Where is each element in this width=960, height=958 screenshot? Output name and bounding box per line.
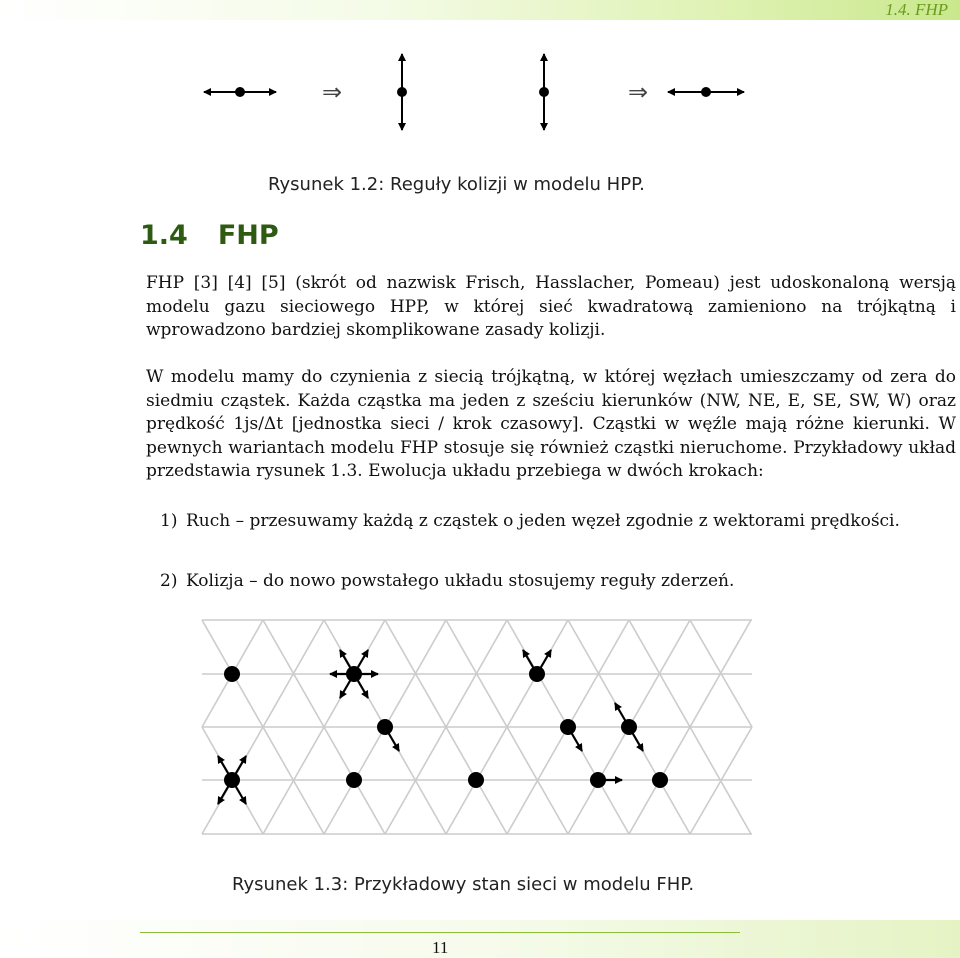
list-item-step-2 [160, 570, 956, 594]
section-heading [140, 220, 279, 251]
hpp-horizontal-pair-left [204, 87, 276, 97]
node-particle [590, 772, 622, 788]
lattice-grid [202, 620, 752, 834]
page-number: 11 [432, 938, 449, 957]
hpp-collision-figure [190, 44, 770, 144]
list-item-text: Ruch – przesuwamy każdą z cząstek o jeden węzeł zgodnie z wektorami prędkości. [186, 511, 900, 531]
implies-symbol-1: ⇒ [322, 78, 343, 106]
list-marker: 1) [160, 511, 178, 531]
hpp-vertical-pair-2 [539, 54, 549, 130]
implies-symbol-2: ⇒ [628, 78, 649, 106]
paragraph-intro: FHP [3] [4] [5] (skrót od nazwisk Frisch, Hasslacher, Pomeau) jest udoskonaloną wersją modelu gazu sieciowego HPP, w której sieć kwadratową zamieniono na trójkątną i wprowadzono bardziej skomplikowane zasady kolizji. [146, 273, 956, 340]
node-particle [346, 772, 362, 788]
figure-caption-fhp: Rysunek 1.3: Przykładowy stan sieci w modelu FHP. [232, 874, 695, 895]
node-particle [468, 772, 484, 788]
hpp-vertical-pair-1 [397, 54, 407, 130]
header-bar [0, 0, 960, 20]
node-particle [330, 650, 378, 698]
fhp-lattice-figure [200, 618, 760, 860]
section-number: 1.4 [140, 220, 188, 251]
section-title: FHP [217, 220, 279, 251]
footer-rule [140, 932, 740, 933]
list-item-step-1 [160, 510, 956, 534]
hpp-horizontal-pair-right [668, 87, 744, 97]
footer-bar [0, 920, 960, 958]
figure-caption-hpp: Rysunek 1.2: Reguły kolizji w modelu HPP. [268, 174, 645, 195]
list-marker: 2) [160, 571, 178, 591]
list-item-text: Kolizja – do nowo powstałego układu stosujemy reguły zderzeń. [186, 571, 735, 591]
running-title: 1.4. FHP [885, 0, 948, 19]
node-particle [224, 666, 240, 682]
paragraph-model: W modelu mamy do czynienia z siecią trójkątną, w której węzłach umieszczamy od zera do siedmiu cząstek. Każda cząstka ma jeden z sześciu kierunków (NW, NE, E, SE, SW, W) oraz prędkość 1js/Δt [jednostka sieci / krok czasowy]. Cząstki w węźle mają różne kierunki. W pewnych wariantach modelu FHP stosuje się również cząstki nieruchome. Przykładowy układ przedstawia rysunek 1.3. Ewolucja układu przebiega w dwóch krokach: [146, 367, 956, 481]
node-particle [652, 772, 668, 788]
